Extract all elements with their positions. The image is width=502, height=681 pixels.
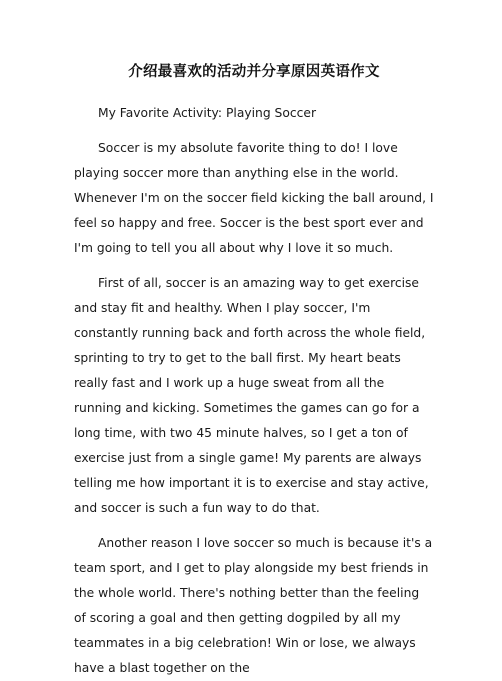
document-title: 介绍最喜欢的活动并分享原因英语作文 <box>128 64 380 80</box>
paragraph-3: Another reason I love soccer so much is because it's a team sport, and I get to play alongside my best friends in the whole world. There's nothing better than the feeling of scoring a goal and then getting dogpiled by all my teammates in a big celebration! Win or lose, we always have a blast together on the <box>74 536 433 675</box>
paragraph-1: Soccer is my absolute favorite thing to do! I love playing soccer more than anything else in the world. Whenever I'm on the soccer field kicking the ball around, I feel so happy and free. Soccer is the best sport ever and I'm going to tell you all about why I love it so much. <box>74 141 434 255</box>
paragraph-2: First of all, soccer is an amazing way to get exercise and stay fit and healthy. When I play soccer, I'm constantly running back and forth across the whole field, sprinting to try to get to the ball first. My heart beats really fast and I work up a huge sweat from all the running and kicking. Sometimes the games can go for a long time, with two 45 minute halves, so I get a ton of exercise just from a single game! My parents are always telling me how important it is to exercise and stay active, and soccer is such a fun way to do that. <box>74 276 429 515</box>
essay-subtitle: My Favorite Activity: Playing Soccer <box>98 106 317 120</box>
